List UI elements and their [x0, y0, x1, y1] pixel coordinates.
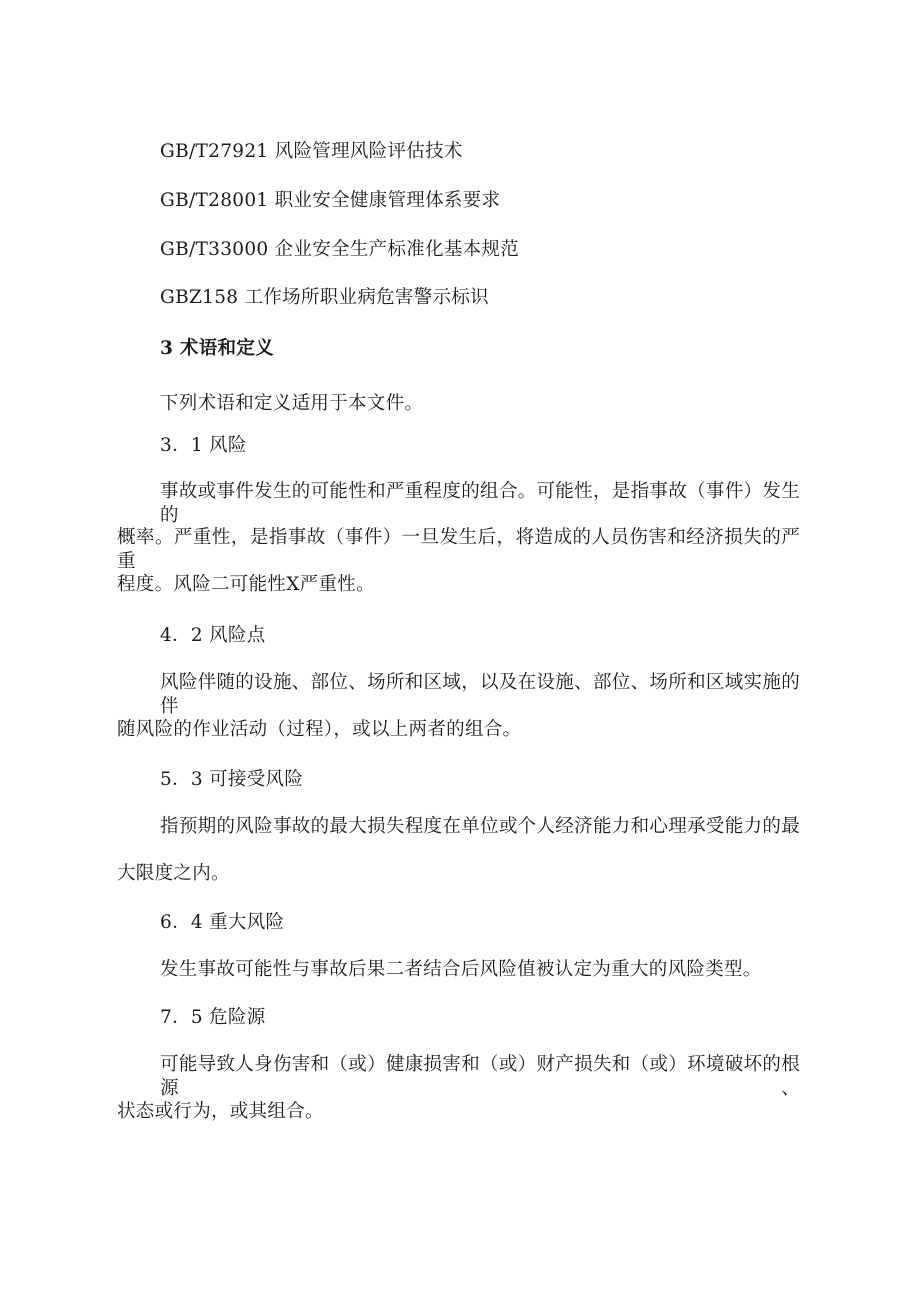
term-definition-line: 指预期的风险事故的最大损失程度在单位或个人经济能力和心理承受能力的最	[160, 816, 800, 837]
term-definition-line: 大限度之内。	[117, 863, 230, 884]
reference-item: GB/T33000 企业安全生产标准化基本规范	[160, 239, 520, 260]
term-definition-line: 风险伴随的设施、部位、场所和区域，以及在设施、部位、场所和区域实施的伴	[160, 672, 800, 717]
term-title: 7．5 危险源	[160, 1007, 266, 1028]
term-definition-line: 程度。风险二可能性X严重性。	[117, 574, 375, 595]
term-definition-line: 可能导致人身伤害和（或）健康损害和（或）财产损失和（或）环境破坏的根源、	[160, 1054, 800, 1099]
section-heading: 3 术语和定义	[160, 338, 274, 359]
term-title: 4．2 风险点	[160, 625, 266, 646]
term-definition-line: 随风险的作业活动（过程），或以上两者的组合。	[117, 719, 522, 740]
term-definition-line: 事故或事件发生的可能性和严重程度的组合。可能性，是指事故（事件）发生的	[160, 481, 800, 526]
reference-item: GB/T28001 职业安全健康管理体系要求	[160, 190, 501, 211]
term-title: 3．1 风险	[160, 435, 247, 456]
term-title: 6．4 重大风险	[160, 912, 285, 933]
term-definition-line: 状态或行为，或其组合。	[117, 1101, 324, 1122]
term-title: 5．3 可接受风险	[160, 769, 304, 790]
reference-item: GBZ158 工作场所职业病危害警示标识	[160, 287, 489, 308]
reference-item: GB/T27921 风险管理风险评估技术	[160, 141, 463, 162]
term-definition-line: 发生事故可能性与事故后果二者结合后风险值被认定为重大的风险类型。	[160, 959, 762, 980]
term-definition-line: 概率。严重性，是指事故（事件）一旦发生后，将造成的人员伤害和经济损失的严重	[117, 527, 800, 572]
section-intro: 下列术语和定义适用于本文件。	[160, 393, 424, 414]
